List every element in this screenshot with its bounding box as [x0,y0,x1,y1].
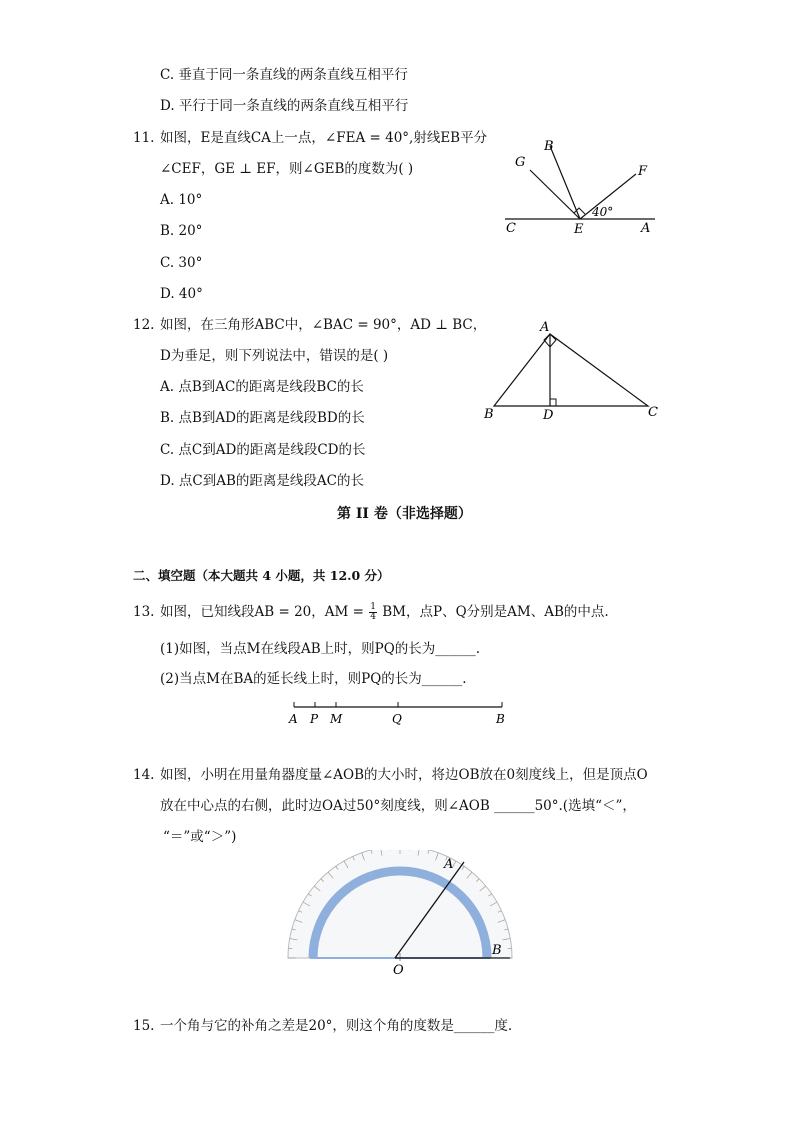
protractor-outer [288,850,512,958]
label-a: A [641,221,651,236]
q11-option-a: A. 10° [160,192,203,208]
q11-number: 11. [133,130,155,146]
q13-stem-suffix: BM，点P、Q分别是AM、AB的中点. [382,604,609,620]
q14-stem-line1: 如图，小明在用量角器度量∠AOB的大小时，将边OB放在0刻度线上，但是顶点O [160,767,648,783]
right-angle-d [550,399,556,406]
q12-option-d: D. 点C到AB的距离是线段AC的长 [160,473,365,489]
label-c: C [506,221,516,236]
q12-stem-line1: 如图，在三角形ABC中，∠BAC = 90°，AD ⊥ BC， [160,317,487,333]
q10-option-d: D. 平行于同一条直线的两条直线互相平行 [160,98,409,114]
label-f: F [638,164,648,179]
q14-stem-line3: “＝”或“＞”) [163,829,237,845]
label-b: B [544,139,554,154]
q13-number: 13. [133,604,155,620]
label-c: C [648,405,658,420]
q14-number: 14. [133,767,155,783]
q12-triangle-figure [478,318,663,428]
q11-stem-line2: ∠CEF，GE ⊥ EF，则∠GEB的度数为( ) [160,161,414,177]
q11-angle-figure [500,132,660,242]
label-angle-40: 40° [592,205,614,219]
part2-title: 第 II 卷（非选择题） [337,506,472,522]
protractor [288,850,512,961]
label-o: O [393,963,404,978]
q13-stem [160,603,609,622]
ray-eb [550,146,580,219]
q11-option-c: C. 30° [160,255,203,271]
label-d: D [543,408,554,423]
q12-option-b: B. 点B到AD的距离是线段BD的长 [160,410,365,426]
label-q: Q [392,712,402,726]
q13-part2: (2)当点M在BA的延长线上时，则PQ的长为______. [160,671,467,687]
label-e: E [574,222,584,237]
q12-option-c: C. 点C到AD的距离是线段CD的长 [160,442,366,458]
label-g: G [515,155,526,170]
q11-option-b: B. 20° [160,223,203,239]
q12-stem-line2: D为垂足，则下列说法中，错误的是( ) [160,348,389,364]
label-b: B [492,943,502,958]
q13-segment-figure [284,695,514,729]
q11-option-d: D. 40° [160,286,203,302]
q15-number: 15. [133,1018,155,1034]
q13-frac-den: 4 [370,612,376,622]
q15-stem: 一个角与它的补角之差是20°，则这个角的度数是______度. [160,1018,513,1034]
q11-stem-line1: 如图，E是直线CA上一点，∠FEA = 40°,射线EB平分 [160,130,488,146]
q12-number: 12. [133,317,155,333]
label-b: B [496,712,505,726]
q13-part1: (1)如图，当点M在线段AB上时，则PQ的长为______. [160,641,481,657]
section2-title: 二、填空题（本大题共 4 小题，共 12.0 分） [133,568,390,583]
q12-option-a: A. 点B到AC的距离是线段BC的长 [160,379,364,395]
label-p: P [310,712,319,726]
label-a: A [444,857,454,872]
q13-fraction [369,603,377,622]
q14-stem-line2: 放在中心点的右侧，此时边OA过50°刻度线，则∠AOB ______50°.(选填“＜”， [160,798,636,814]
label-b: B [484,407,494,422]
q10-option-c: C. 垂直于同一条直线的两条直线互相平行 [160,67,408,83]
q13-frac-num: 1 [370,602,376,612]
label-m: M [330,712,343,726]
label-a: A [540,320,550,335]
q14-protractor-figure [280,850,520,980]
triangle-abc [494,334,648,406]
q13-stem-prefix: 如图，已知线段AB = 20，AM = [160,604,364,620]
label-a: A [289,712,298,726]
ray-eg [530,170,580,219]
